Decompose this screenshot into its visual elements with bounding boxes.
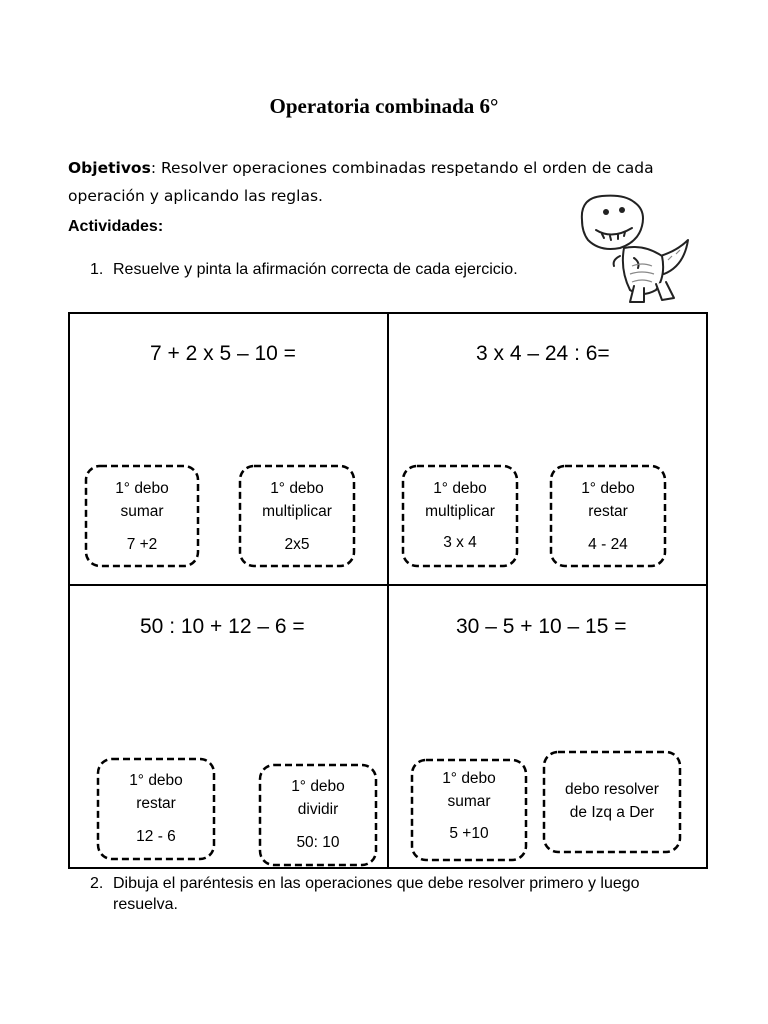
dinosaur-illustration — [572, 190, 696, 310]
exercise-3-option-2[interactable] — [258, 763, 378, 867]
instruction-1-text: Resuelve y pinta la afirmación correcta de cada ejercicio. — [113, 261, 518, 278]
exercise-2-option-1[interactable] — [401, 464, 519, 568]
option-line-1: debo resolver — [565, 781, 659, 798]
instruction-1-number: 1. — [90, 261, 104, 278]
option-line-2: restar — [588, 503, 628, 520]
option-line-2: de Izq a Der — [569, 804, 655, 821]
exercise-4-option-1[interactable] — [410, 758, 528, 862]
option-value: 4 - 24 — [588, 536, 628, 553]
exercise-3-equation: 50 : 10 + 12 – 6 = — [140, 615, 305, 638]
option-value: 5 +10 — [449, 825, 489, 842]
option-line-1: 1° debo — [291, 778, 345, 795]
option-line-2: restar — [136, 795, 176, 812]
option-line-1: 1° debo — [270, 480, 324, 497]
option-value: 2x5 — [284, 536, 310, 553]
option-line-2: multiplicar — [425, 503, 495, 520]
exercise-1-equation: 7 + 2 x 5 – 10 = — [150, 342, 296, 365]
instruction-1 — [90, 259, 518, 280]
option-value: 7 +2 — [126, 536, 158, 553]
exercise-grid — [68, 312, 708, 869]
exercise-2-option-2[interactable] — [549, 464, 667, 568]
exercise-2-equation: 3 x 4 – 24 : 6= — [476, 342, 610, 365]
objectives-text: : Resolver operaciones combinadas respetando el orden de cada — [150, 159, 654, 177]
option-line-1: 1° debo — [115, 480, 169, 497]
exercise-4-option-2[interactable] — [542, 750, 682, 854]
instruction-2-text-2: resuelva. — [113, 896, 178, 913]
activities-label: Actividades: — [68, 218, 164, 235]
option-line-2: sumar — [447, 793, 491, 810]
objectives-label: Objetivos — [68, 159, 151, 177]
instruction-2 — [90, 873, 710, 915]
option-line-1: 1° debo — [442, 770, 496, 787]
instruction-2-text: Dibuja el paréntesis en las operaciones que debe resolver primero y luego — [113, 875, 640, 892]
objectives-text-2: operación y aplicando las reglas. — [68, 187, 323, 205]
option-line-2: multiplicar — [262, 503, 332, 520]
option-line-1: 1° debo — [581, 480, 635, 497]
exercise-4-equation: 30 – 5 + 10 – 15 = — [456, 615, 627, 638]
option-line-1: 1° debo — [433, 480, 487, 497]
option-line-1: 1° debo — [129, 772, 183, 789]
option-line-2: sumar — [120, 503, 164, 520]
page-title: Operatoria combinada 6° — [269, 94, 499, 118]
instruction-2-number: 2. — [90, 875, 104, 892]
option-value: 3 x 4 — [443, 534, 477, 551]
exercise-1-option-2[interactable] — [238, 464, 356, 568]
option-value: 12 - 6 — [136, 828, 176, 845]
exercise-3-option-1[interactable] — [96, 757, 216, 861]
exercise-1-option-1[interactable] — [84, 464, 200, 568]
option-line-2: dividir — [297, 801, 339, 818]
option-value: 50: 10 — [296, 834, 340, 851]
